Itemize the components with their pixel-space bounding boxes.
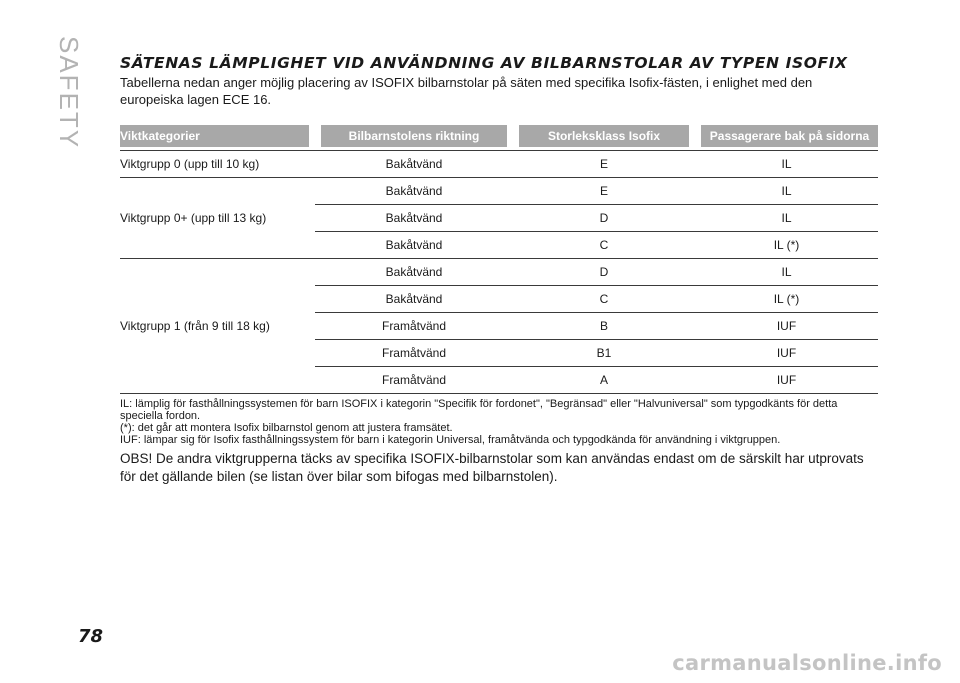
table-header-row <box>120 125 878 147</box>
table-row <box>120 259 878 286</box>
table-notes <box>120 398 878 446</box>
cell-suitability: IL <box>695 178 878 205</box>
cell-size-class: C <box>513 286 695 313</box>
cell-size-class: E <box>513 151 695 178</box>
page-title: SÄTENAS LÄMPLIGHET VID ANVÄNDNING AV BILBARNSTOLAR AV TYPEN ISOFIX <box>120 54 848 72</box>
cell-size-class: A <box>513 367 695 394</box>
cell-suitability: IL (*) <box>695 286 878 313</box>
cell-size-class: C <box>513 232 695 259</box>
page-content <box>120 54 878 486</box>
header-rear-side-passengers: Passagerare bak på sidorna <box>695 125 878 147</box>
intro-paragraph: Tabellerna nedan anger möjlig placering av ISOFIX bilbarnstolar på säten med specifika Isofix-fästen, i enlighet med den europeiska lagen ECE 16. <box>120 75 813 107</box>
cell-direction: Bakåtvänd <box>315 232 513 259</box>
cell-size-class: B1 <box>513 340 695 367</box>
cell-direction: Bakåtvänd <box>315 286 513 313</box>
section-side-label: SAFETY <box>54 36 84 150</box>
group-label: Viktgrupp 1 (från 9 till 18 kg) <box>120 259 315 394</box>
watermark: carmanualsonline.info <box>672 651 942 675</box>
cell-direction: Framåtvänd <box>315 340 513 367</box>
cell-direction: Bakåtvänd <box>315 151 513 178</box>
cell-direction: Framåtvänd <box>315 367 513 394</box>
header-seat-direction: Bilbarnstolens riktning <box>315 125 513 147</box>
cell-suitability: IL <box>695 205 878 232</box>
note-asterisk: (*): det går att montera Isofix bilbarnstol genom att justera framsätet. <box>120 422 453 434</box>
table-row <box>120 178 878 205</box>
cell-suitability: IL (*) <box>695 232 878 259</box>
cell-direction: Bakåtvänd <box>315 178 513 205</box>
page-number: 78 <box>78 626 104 647</box>
group-label: Viktgrupp 0 (upp till 10 kg) <box>120 151 315 178</box>
obs-paragraph: OBS! De andra viktgrupperna täcks av specifika ISOFIX-bilbarnstolar som kan användas endast om de särskilt har utprovats för det gällande bilen (se listan över bilar som bifogas med bilbarnstolen). <box>120 451 864 484</box>
cell-suitability: IUF <box>695 313 878 340</box>
note-iuf: IUF: lämpar sig för Isofix fasthållningssystem för barn i kategorin Universal, framåtvända och typgodkända för användning i viktgruppen. <box>120 434 781 446</box>
cell-suitability: IUF <box>695 340 878 367</box>
header-weight-category: Viktkategorier <box>120 125 315 147</box>
cell-size-class: B <box>513 313 695 340</box>
cell-direction: Bakåtvänd <box>315 205 513 232</box>
cell-size-class: D <box>513 205 695 232</box>
cell-suitability: IUF <box>695 367 878 394</box>
table-row <box>120 151 878 178</box>
isofix-table <box>120 125 878 394</box>
group-label: Viktgrupp 0+ (upp till 13 kg) <box>120 178 315 259</box>
note-il: IL: lämplig för fasthållningssystemen för barn ISOFIX i kategorin "Specifik för fordonet", "Begränsad" eller "Halvuniversal" som typgodkänts för detta speciella fordon. <box>120 398 838 422</box>
cell-suitability: IL <box>695 259 878 286</box>
cell-direction: Framåtvänd <box>315 313 513 340</box>
header-size-class: Storleksklass Isofix <box>513 125 695 147</box>
cell-size-class: D <box>513 259 695 286</box>
cell-suitability: IL <box>695 151 878 178</box>
cell-size-class: E <box>513 178 695 205</box>
cell-direction: Bakåtvänd <box>315 259 513 286</box>
